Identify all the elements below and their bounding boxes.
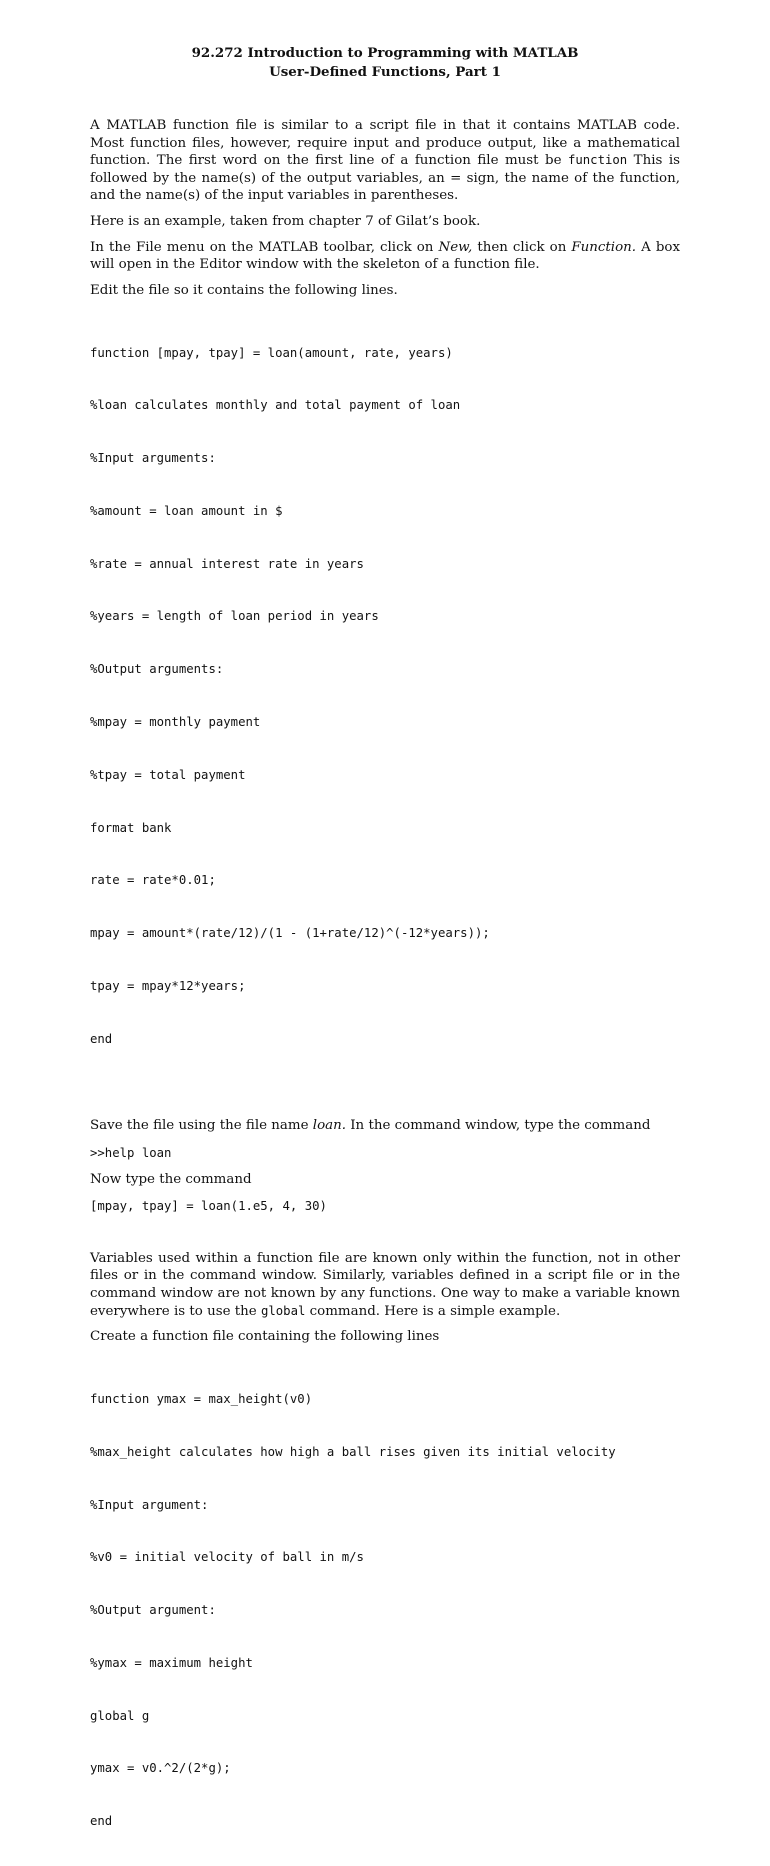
edit-instruction: Edit the file so it contains the following lines. [90, 282, 398, 298]
code-line: function [mpay, tpay] = loan(amount, rate, years) [90, 345, 453, 360]
document-page [90, 44, 680, 1866]
code-line: format bank [90, 820, 172, 835]
loan-function-code [90, 309, 680, 1083]
code-line: %ymax = maximum height [90, 1655, 253, 1670]
code-line: tpay = mpay*12*years; [90, 978, 246, 993]
document-title [90, 44, 680, 82]
code-line: %Input argument: [90, 1497, 209, 1512]
code-line: %tpay = total payment [90, 767, 246, 782]
help-command: >>help loan [90, 1146, 172, 1161]
global-keyword: global [260, 1303, 306, 1318]
code-line: %rate = annual interest rate in years [90, 556, 364, 571]
code-line: %loan calculates monthly and total payment of loan [90, 398, 461, 413]
now-type-instruction: Now type the command [90, 1171, 252, 1187]
code-line: end [90, 1814, 113, 1829]
code-line: %mpay = monthly payment [90, 715, 261, 729]
intro-paragraph: A MATLAB function file is similar to a script file in that it contains MATLAB code. Most function files, however, require input and produce output, like a mathematical function. The first word on the first line of a function file must be function This is followed by the name(s) of the output variables, an = sign, the name of the function, and the name(s) of the input variables in parentheses. [90, 118, 680, 204]
create-instruction: Create a function file containing the following lines [90, 1329, 440, 1345]
code-line: function ymax = max_height(v0) [90, 1392, 313, 1406]
function-keyword: function [567, 153, 628, 168]
file-menu-paragraph: In the File menu on the MATLAB toolbar, click on New, then click on Function. A box will open in the Editor window with the skeleton of a function file. [90, 239, 680, 273]
code-line: ymax = v0.^2/(2*g); [90, 1761, 231, 1776]
code-line: global g [90, 1708, 150, 1723]
title-line-1: 92.272 Introduction to Programming with MATLAB [191, 45, 579, 61]
variables-paragraph: Variables used within a function file are known only within the function, not in other files or in the command window. Similarly, variables defined in a script file or in the command window are not known by any functions. One way to make a variable known everywhere is to use the global command. Here is a simple example. [90, 1250, 680, 1319]
code-line: %v0 = initial velocity of ball in m/s [90, 1550, 364, 1565]
code-line: %years = length of loan period in years [90, 609, 379, 624]
example-intro: Here is an example, taken from chapter 7 of Gilat’s book. [90, 213, 481, 229]
max-height-function-code [90, 1356, 680, 1866]
code-line: mpay = amount*(rate/12)/(1 - (1+rate/12)^(-12*years)); [90, 926, 490, 941]
code-line: %Output arguments: [90, 662, 224, 677]
code-line: %max_height calculates how high a ball rises given its initial velocity [90, 1444, 616, 1459]
code-line: %Input arguments: [90, 451, 216, 466]
loan-file-name: loan. [312, 1118, 347, 1134]
code-line: %amount = loan amount in $ [90, 503, 283, 518]
title-line-2: User-Defined Functions, Part 1 [269, 64, 501, 80]
save-instruction: Save the file using the file name loan. In the command window, type the command [90, 1118, 651, 1134]
function-menu-item-text: Function. [571, 239, 637, 255]
code-line: rate = rate*0.01; [90, 873, 216, 888]
code-line: %Output argument: [90, 1603, 216, 1618]
code-line: end [90, 1031, 113, 1046]
loan-call-command: [mpay, tpay] = loan(1.e5, 4, 30) [90, 1199, 327, 1214]
new-menu-item-text: New, [438, 239, 473, 255]
